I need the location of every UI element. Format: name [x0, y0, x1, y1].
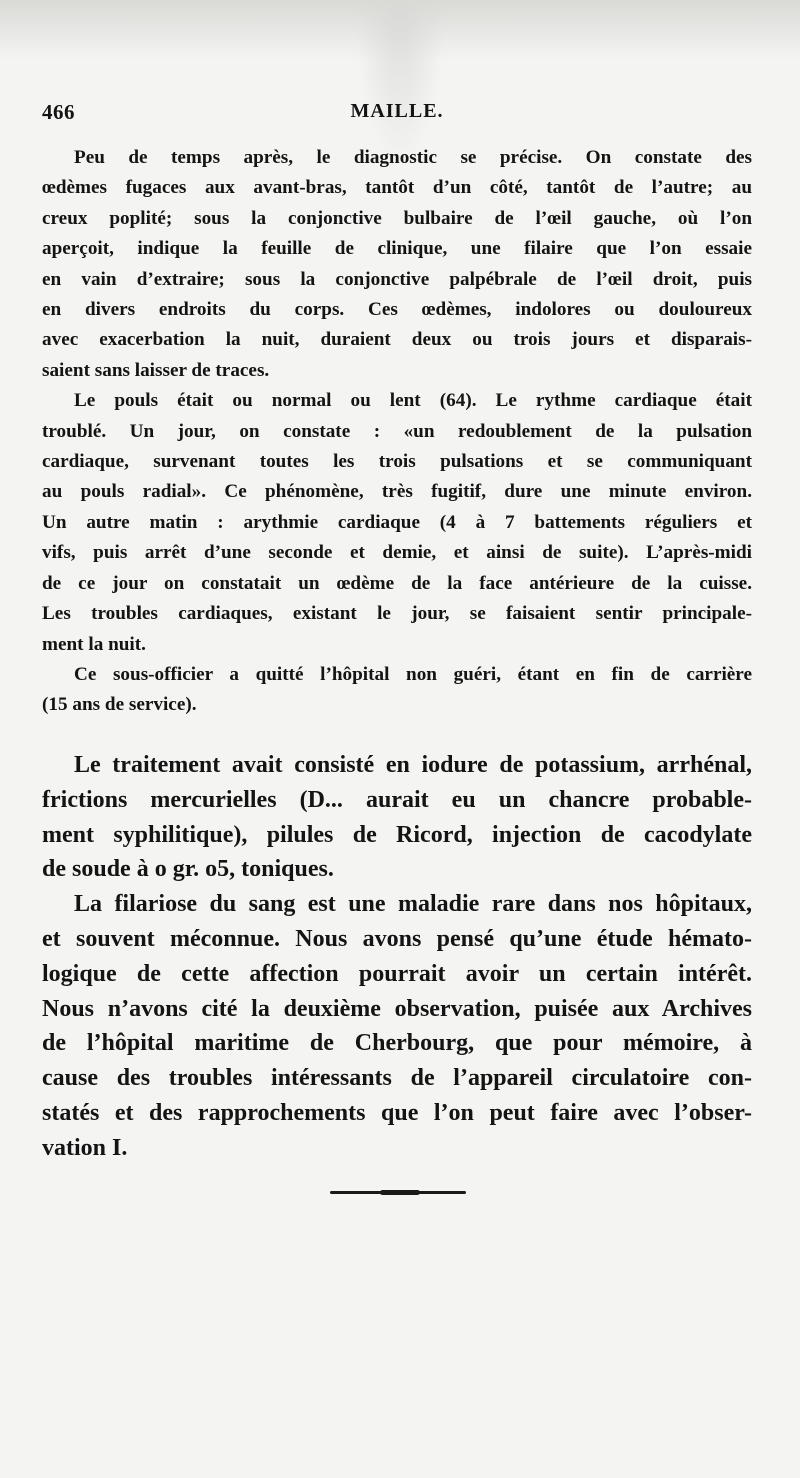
text-line: Le traitement avait consisté en iodure de potassium, arrhénal,: [74, 752, 752, 778]
paragraph: [42, 143, 752, 386]
text-line: Le pouls était ou normal ou lent (64). Le rythme cardiaque était: [74, 390, 752, 412]
text-line: de ce jour on constatait un œdème de la face antérieure de la cuisse.: [42, 572, 752, 594]
section-end-rule: [330, 1191, 466, 1194]
text-line: et souvent méconnue. Nous avons pensé qu’une étude hémato-: [42, 925, 752, 952]
text-line: vation I.: [42, 1134, 128, 1161]
paragraph: [42, 887, 752, 1165]
text-line: Ce sous-officier a quitté l’hôpital non guéri, étant en fin de carrière: [74, 663, 752, 685]
observation-text-block: [42, 143, 752, 721]
text-line: de l’hôpital maritime de Cherbourg, que pour mémoire, à: [42, 1030, 752, 1057]
scan-shadow: [0, 0, 800, 60]
paragraph: [42, 660, 752, 721]
text-line: cardiaque, survenant toutes les trois pulsations et se communiquant: [42, 451, 752, 473]
text-line: logique de cette affection pourrait avoir un certain intérêt.: [42, 960, 752, 987]
text-line: saient sans laisser de traces.: [42, 359, 270, 381]
text-line: troublé. Un jour, on constate : «un redoublement de la pulsation: [42, 420, 752, 442]
text-line: en vain d’extraire; sous la conjonctive palpébrale de l’œil droit, puis: [42, 268, 752, 290]
text-line: statés et des rapprochements que l’on peut faire avec l’obser-: [42, 1099, 752, 1126]
text-line: Peu de temps après, le diagnostic se précise. On constate des: [74, 147, 752, 168]
paragraph: [42, 748, 752, 887]
text-line: aperçoit, indique la feuille de clinique, une filaire que l’on essaie: [42, 238, 752, 260]
text-line: de soude à o gr. o5, toniques.: [42, 856, 334, 883]
text-line: (15 ans de service).: [42, 694, 197, 716]
text-line: Les troubles cardiaques, existant le jour, se faisaient sentir principale-: [42, 603, 752, 625]
paragraph: [42, 386, 752, 660]
text-line: creux poplité; sous la conjonctive bulbaire de l’œil gauche, où l’on: [42, 207, 752, 229]
text-line: au pouls radial». Ce phénomène, très fugitif, dure une minute environ.: [42, 481, 752, 503]
page-number: 466: [42, 100, 75, 124]
text-line: Un autre matin : arythmie cardiaque (4 à 7 battements réguliers et: [42, 511, 752, 533]
text-line: ment la nuit.: [42, 633, 146, 655]
text-line: frictions mercurielles (D... aurait eu un chancre probable-: [42, 786, 752, 813]
text-line: en divers endroits du corps. Ces œdèmes, indolores ou douloureux: [42, 299, 752, 321]
text-line: La filariose du sang est une maladie rare dans nos hôpitaux,: [74, 891, 752, 918]
text-line: vifs, puis arrêt d’une seconde et demie, et ainsi de suite). L’après-midi: [42, 542, 752, 564]
text-line: avec exacerbation la nuit, duraient deux ou trois jours et disparais-: [42, 329, 752, 351]
text-line: ment syphilitique), pilules de Ricord, injection de cacodylate: [42, 821, 752, 848]
page-header: [42, 100, 752, 130]
text-line: œdèmes fugaces aux avant-bras, tantôt d’un côté, tantôt de l’autre; au: [42, 177, 752, 199]
running-head: MAILLE.: [350, 100, 444, 122]
text-line: Nous n’avons cité la deuxième observation, puisée aux Archives: [42, 995, 752, 1022]
main-text-block: [42, 748, 752, 1166]
text-line: cause des troubles intéressants de l’appareil circulatoire con-: [42, 1065, 752, 1092]
